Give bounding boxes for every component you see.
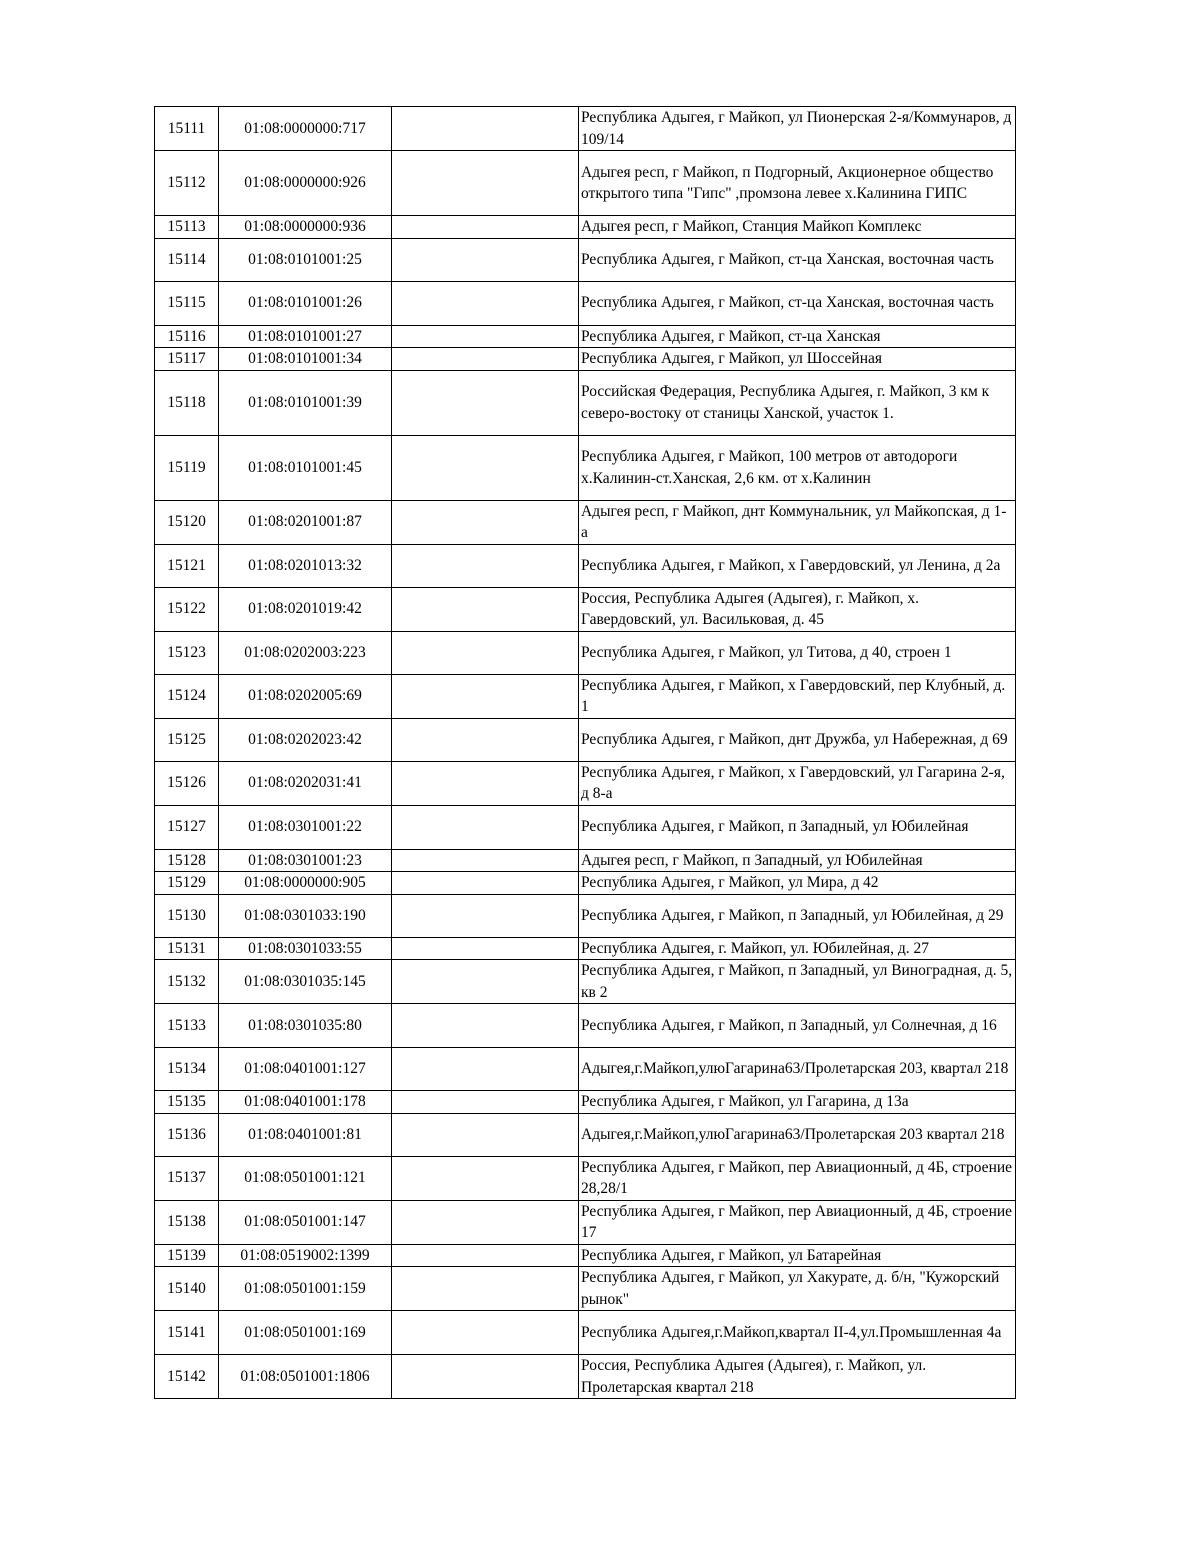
row-number: 15114 (155, 238, 219, 281)
cadastral-number: 01:08:0101001:27 (219, 325, 392, 348)
empty-cell (392, 544, 579, 587)
address: Республика Адыгея, г Майкоп, п Западный, ул Солнечная, д 16 (579, 1004, 1016, 1048)
cadastral-number: 01:08:0301033:55 (219, 937, 392, 960)
address: Россия, Республика Адыгея (Адыгея), г. Майкоп, ул. Пролетарская квартал 218 (579, 1355, 1016, 1399)
address: Адыгея респ, г Майкоп, п Подгорный, Акционерное общество открытого типа "Гипс" ,промзона левее х.Калинина ГИПС (579, 151, 1016, 216)
table-body (155, 107, 1016, 1399)
cadastral-number: 01:08:0501001:147 (219, 1200, 392, 1244)
table-row (155, 238, 1016, 281)
land-plot-table (154, 106, 1016, 1399)
address: Республика Адыгея, г Майкоп, п Западный, ул Юбилейная (579, 805, 1016, 849)
address: Российская Федерация, Республика Адыгея, г. Майкоп, 3 км к северо-востоку от станицы Ханской, участок 1. (579, 370, 1016, 435)
row-number: 15136 (155, 1113, 219, 1156)
address: Республика Адыгея, г Майкоп, ул Титова, д 40, строен 1 (579, 631, 1016, 674)
address: Республика Адыгея, г Майкоп, ул Шоссейная (579, 348, 1016, 371)
address: Адыгея,г.Майкоп,улюГагарина63/Пролетарская 203 квартал 218 (579, 1113, 1016, 1156)
cadastral-number: 01:08:0519002:1399 (219, 1244, 392, 1267)
table-row (155, 216, 1016, 239)
address: Республика Адыгея, г Майкоп, ул Мира, д 42 (579, 872, 1016, 895)
row-number: 15131 (155, 937, 219, 960)
table-row (155, 1267, 1016, 1311)
cadastral-number: 01:08:0201019:42 (219, 587, 392, 631)
row-number: 15137 (155, 1156, 219, 1200)
address: Адыгея респ, г Майкоп, п Западный, ул Юбилейная (579, 849, 1016, 872)
empty-cell (392, 348, 579, 371)
cadastral-number: 01:08:0501001:1806 (219, 1355, 392, 1399)
cadastral-number: 01:08:0000000:926 (219, 151, 392, 216)
cadastral-number: 01:08:0101001:39 (219, 370, 392, 435)
address: Республика Адыгея, г Майкоп, пер Авиационный, д 4Б, строение 28,28/1 (579, 1156, 1016, 1200)
row-number: 15118 (155, 370, 219, 435)
address: Адыгея респ, г Майкоп, днт Коммунальник, ул Майкопская, д 1-а (579, 500, 1016, 544)
cadastral-number: 01:08:0101001:45 (219, 435, 392, 500)
cadastral-number: 01:08:0301035:80 (219, 1004, 392, 1048)
table-row (155, 587, 1016, 631)
cadastral-number: 01:08:0202005:69 (219, 674, 392, 718)
empty-cell (392, 1267, 579, 1311)
cadastral-number: 01:08:0301001:22 (219, 805, 392, 849)
table-row (155, 1355, 1016, 1399)
address: Республика Адыгея, г Майкоп, ул Хакурате, д. б/н, "Кужорский рынок" (579, 1267, 1016, 1311)
cadastral-number: 01:08:0201013:32 (219, 544, 392, 587)
empty-cell (392, 718, 579, 761)
address: Республика Адыгея, г Майкоп, ст-ца Ханская, восточная часть (579, 281, 1016, 325)
row-number: 15142 (155, 1355, 219, 1399)
table-row (155, 1091, 1016, 1114)
address: Республика Адыгея, г Майкоп, х Гавердовский, ул Ленина, д 2а (579, 544, 1016, 587)
row-number: 15126 (155, 761, 219, 805)
empty-cell (392, 1311, 579, 1355)
cadastral-number: 01:08:0202023:42 (219, 718, 392, 761)
empty-cell (392, 325, 579, 348)
address: Республика Адыгея, г Майкоп, ул Батарейная (579, 1244, 1016, 1267)
row-number: 15129 (155, 872, 219, 895)
cadastral-number: 01:08:0101001:25 (219, 238, 392, 281)
empty-cell (392, 631, 579, 674)
table-row (155, 718, 1016, 761)
table-row (155, 281, 1016, 325)
empty-cell (392, 805, 579, 849)
row-number: 15123 (155, 631, 219, 674)
row-number: 15140 (155, 1267, 219, 1311)
address: Республика Адыгея, г Майкоп, х Гавердовский, пер Клубный, д. 1 (579, 674, 1016, 718)
table-row (155, 1244, 1016, 1267)
row-number: 15139 (155, 1244, 219, 1267)
cadastral-number: 01:08:0501001:121 (219, 1156, 392, 1200)
address: Республика Адыгея, г Майкоп, днт Дружба, ул Набережная, д 69 (579, 718, 1016, 761)
row-number: 15116 (155, 325, 219, 348)
table-row (155, 325, 1016, 348)
row-number: 15119 (155, 435, 219, 500)
empty-cell (392, 587, 579, 631)
empty-cell (392, 238, 579, 281)
empty-cell (392, 107, 579, 151)
empty-cell (392, 872, 579, 895)
empty-cell (392, 674, 579, 718)
address: Республика Адыгея, г Майкоп, 100 метров от автодороги х.Калинин-ст.Ханская, 2,6 км. от х.Калинин (579, 435, 1016, 500)
row-number: 15130 (155, 894, 219, 937)
table-row (155, 151, 1016, 216)
table-row (155, 761, 1016, 805)
table-row (155, 1200, 1016, 1244)
table-row (155, 107, 1016, 151)
row-number: 15122 (155, 587, 219, 631)
cadastral-number: 01:08:0000000:905 (219, 872, 392, 895)
cadastral-number: 01:08:0101001:26 (219, 281, 392, 325)
table-row (155, 894, 1016, 937)
cadastral-number: 01:08:0301001:23 (219, 849, 392, 872)
table-row (155, 1004, 1016, 1048)
cadastral-number: 01:08:0301033:190 (219, 894, 392, 937)
empty-cell (392, 849, 579, 872)
row-number: 15115 (155, 281, 219, 325)
cadastral-number: 01:08:0401001:81 (219, 1113, 392, 1156)
row-number: 15128 (155, 849, 219, 872)
row-number: 15135 (155, 1091, 219, 1114)
empty-cell (392, 500, 579, 544)
row-number: 15112 (155, 151, 219, 216)
table-row (155, 435, 1016, 500)
empty-cell (392, 435, 579, 500)
empty-cell (392, 937, 579, 960)
address: Республика Адыгея, г Майкоп, п Западный, ул Юбилейная, д 29 (579, 894, 1016, 937)
address: Республика Адыгея, г Майкоп, ст-ца Ханская (579, 325, 1016, 348)
row-number: 15133 (155, 1004, 219, 1048)
table-row (155, 674, 1016, 718)
table-row (155, 872, 1016, 895)
table-row (155, 500, 1016, 544)
row-number: 15113 (155, 216, 219, 239)
row-number: 15134 (155, 1048, 219, 1091)
table-row (155, 1048, 1016, 1091)
table-row (155, 849, 1016, 872)
cadastral-number: 01:08:0401001:178 (219, 1091, 392, 1114)
table-row (155, 370, 1016, 435)
cadastral-number: 01:08:0202031:41 (219, 761, 392, 805)
table-row (155, 631, 1016, 674)
address: Адыгея респ, г Майкоп, Станция Майкоп Комплекс (579, 216, 1016, 239)
empty-cell (392, 1156, 579, 1200)
empty-cell (392, 1200, 579, 1244)
empty-cell (392, 894, 579, 937)
cadastral-number: 01:08:0101001:34 (219, 348, 392, 371)
table-row (155, 348, 1016, 371)
cadastral-number: 01:08:0202003:223 (219, 631, 392, 674)
cadastral-number: 01:08:0201001:87 (219, 500, 392, 544)
cadastral-number: 01:08:0501001:169 (219, 1311, 392, 1355)
table-row (155, 1113, 1016, 1156)
row-number: 15120 (155, 500, 219, 544)
empty-cell (392, 1355, 579, 1399)
address: Республика Адыгея, г Майкоп, пер Авиационный, д 4Б, строение 17 (579, 1200, 1016, 1244)
empty-cell (392, 1113, 579, 1156)
address: Республика Адыгея,г.Майкоп,квартал II-4,ул.Промышленная 4а (579, 1311, 1016, 1355)
address: Россия, Республика Адыгея (Адыгея), г. Майкоп, х. Гавердовский, ул. Васильковая, д. 45 (579, 587, 1016, 631)
table-row (155, 960, 1016, 1004)
cadastral-number: 01:08:0000000:717 (219, 107, 392, 151)
table-row (155, 1311, 1016, 1355)
cadastral-number: 01:08:0401001:127 (219, 1048, 392, 1091)
row-number: 15132 (155, 960, 219, 1004)
cadastral-number: 01:08:0000000:936 (219, 216, 392, 239)
row-number: 15125 (155, 718, 219, 761)
row-number: 15127 (155, 805, 219, 849)
row-number: 15141 (155, 1311, 219, 1355)
address: Республика Адыгея, г Майкоп, ст-ца Ханская, восточная часть (579, 238, 1016, 281)
table-row (155, 937, 1016, 960)
row-number: 15117 (155, 348, 219, 371)
table-row (155, 805, 1016, 849)
row-number: 15111 (155, 107, 219, 151)
table-row (155, 1156, 1016, 1200)
empty-cell (392, 151, 579, 216)
address: Республика Адыгея, г Майкоп, ул Пионерская 2-я/Коммунаров, д 109/14 (579, 107, 1016, 151)
row-number: 15121 (155, 544, 219, 587)
empty-cell (392, 281, 579, 325)
cadastral-number: 01:08:0301035:145 (219, 960, 392, 1004)
address: Республика Адыгея, г Майкоп, п Западный, ул Виноградная, д. 5, кв 2 (579, 960, 1016, 1004)
empty-cell (392, 216, 579, 239)
empty-cell (392, 1048, 579, 1091)
address: Республика Адыгея, г Майкоп, ул Гагарина, д 13а (579, 1091, 1016, 1114)
empty-cell (392, 370, 579, 435)
address: Республика Адыгея, г Майкоп, х Гавердовский, ул Гагарина 2-я, д 8-а (579, 761, 1016, 805)
row-number: 15138 (155, 1200, 219, 1244)
empty-cell (392, 761, 579, 805)
cadastral-number: 01:08:0501001:159 (219, 1267, 392, 1311)
address: Республика Адыгея, г. Майкоп, ул. Юбилейная, д. 27 (579, 937, 1016, 960)
empty-cell (392, 960, 579, 1004)
table-row (155, 544, 1016, 587)
empty-cell (392, 1004, 579, 1048)
empty-cell (392, 1244, 579, 1267)
address: Адыгея,г.Майкоп,улюГагарина63/Пролетарская 203, квартал 218 (579, 1048, 1016, 1091)
empty-cell (392, 1091, 579, 1114)
row-number: 15124 (155, 674, 219, 718)
